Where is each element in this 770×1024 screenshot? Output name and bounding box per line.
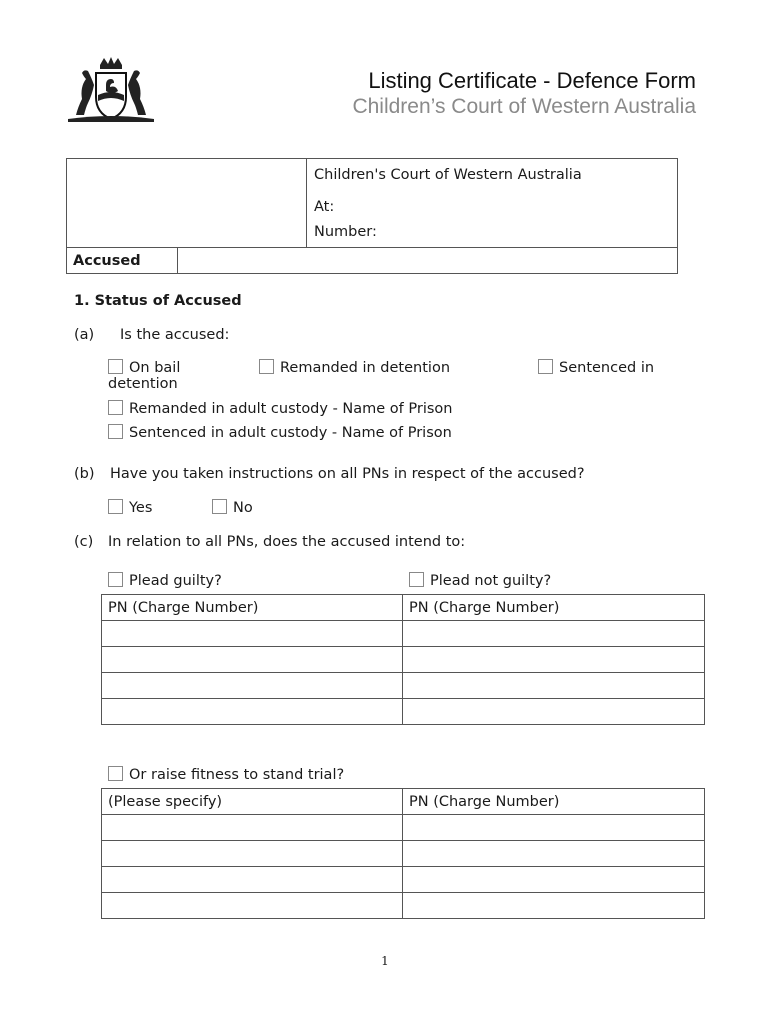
checkbox[interactable]: [108, 766, 123, 781]
table-header: (Please specify): [102, 789, 403, 815]
table-header-row: [102, 595, 705, 621]
checkbox[interactable]: [108, 359, 123, 374]
checkbox[interactable]: [108, 400, 123, 415]
accused-label: Accused: [73, 253, 141, 269]
table-cell[interactable]: [403, 673, 705, 699]
table-cell[interactable]: [403, 841, 705, 867]
option-sentenced-detention[interactable]: Sentenced in: [538, 359, 654, 376]
question-a-marker: (a): [74, 327, 95, 343]
option-remanded-detention[interactable]: Remanded in detention: [259, 359, 450, 376]
table-row: [102, 621, 705, 647]
table-row: [102, 841, 705, 867]
checkbox[interactable]: [212, 499, 227, 514]
table-row: [102, 893, 705, 919]
option-on-bail[interactable]: On bail: [108, 359, 180, 376]
section-heading: 1. Status of Accused: [74, 293, 242, 309]
checkbox[interactable]: [108, 499, 123, 514]
option-remanded-adult[interactable]: Remanded in adult custody - Name of Prison: [108, 400, 453, 417]
checkbox[interactable]: [409, 572, 424, 587]
table-row: [102, 673, 705, 699]
option-sentenced-detention-cont: detention: [108, 376, 178, 392]
question-c-text: In relation to all PNs, does the accused intend to:: [108, 534, 466, 550]
form-title: Listing Certificate - Defence Form: [368, 68, 696, 93]
question-a-text: Is the accused:: [120, 327, 230, 343]
table-row: [102, 647, 705, 673]
table-header: PN (Charge Number): [102, 595, 403, 621]
option-sentenced-adult[interactable]: Sentenced in adult custody - Name of Prison: [108, 424, 452, 441]
plea-table: [101, 594, 705, 725]
table-header: PN (Charge Number): [403, 595, 705, 621]
form-title-block: [352, 68, 696, 120]
page-number: 1: [381, 954, 389, 968]
table-cell[interactable]: [102, 647, 403, 673]
question-b-marker: (b): [74, 466, 95, 482]
table-cell[interactable]: [403, 815, 705, 841]
table-cell[interactable]: [102, 621, 403, 647]
coat-of-arms-icon: [62, 55, 160, 125]
checkbox[interactable]: [108, 572, 123, 587]
at-label: At:: [314, 199, 335, 215]
option-no[interactable]: No: [212, 499, 253, 516]
checkbox[interactable]: [538, 359, 553, 374]
option-plead-not-guilty[interactable]: Plead not guilty?: [409, 572, 551, 589]
table-row: [102, 699, 705, 725]
accused-name-field[interactable]: [179, 248, 677, 274]
option-yes[interactable]: Yes: [108, 499, 152, 516]
question-c-marker: (c): [74, 534, 94, 550]
table-cell[interactable]: [403, 621, 705, 647]
checkbox[interactable]: [108, 424, 123, 439]
question-b-text: Have you taken instructions on all PNs in respect of the accused?: [110, 466, 585, 482]
table-header: PN (Charge Number): [403, 789, 705, 815]
court-subtitle: Children’s Court of Western Australia: [352, 95, 696, 118]
table-cell[interactable]: [403, 893, 705, 919]
table-cell[interactable]: [403, 699, 705, 725]
table-header-row: [102, 789, 705, 815]
option-fitness[interactable]: Or raise fitness to stand trial?: [108, 766, 344, 783]
table-cell[interactable]: [102, 841, 403, 867]
table-cell[interactable]: [403, 647, 705, 673]
court-details-box: [66, 158, 678, 274]
table-row: [102, 815, 705, 841]
court-name: Children's Court of Western Australia: [314, 167, 582, 183]
number-label: Number:: [314, 224, 377, 240]
table-cell[interactable]: [102, 673, 403, 699]
table-cell[interactable]: [403, 867, 705, 893]
fitness-table: [101, 788, 705, 919]
table-cell[interactable]: [102, 893, 403, 919]
table-cell[interactable]: [102, 699, 403, 725]
table-row: [102, 867, 705, 893]
table-cell[interactable]: [102, 867, 403, 893]
checkbox[interactable]: [259, 359, 274, 374]
option-plead-guilty[interactable]: Plead guilty?: [108, 572, 222, 589]
table-cell[interactable]: [102, 815, 403, 841]
